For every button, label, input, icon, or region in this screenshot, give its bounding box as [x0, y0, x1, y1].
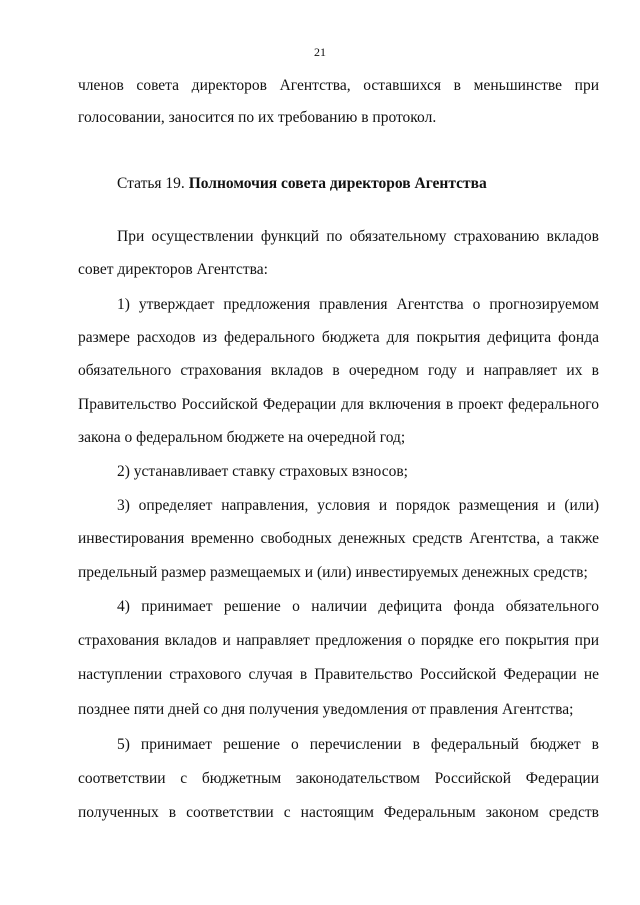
text-line: 3) определяет направления, условия и порядок размещения и (или) [117, 497, 599, 514]
text-line: 4) принимает решение о наличии дефицита фонда обязательного [117, 598, 599, 615]
text-line: 1) утверждает предложения правления Агентства о прогнозируемом [117, 296, 599, 313]
page-number: 21 [314, 45, 326, 59]
text-line: предельный размер размещаемых и (или) инвестируемых денежных средств; [78, 564, 588, 581]
text-line: инвестирования временно свободных денежных средств Агентства, а также [78, 530, 599, 547]
text-line: размере расходов из федерального бюджета для покрытия дефицита фонда [78, 329, 599, 346]
text-line: наступлении страхового случая в Правительство Российской Федерации не [78, 666, 599, 683]
article-title: Полномочия совета директоров Агентства [188, 175, 487, 192]
text-line: 5) принимает решение о перечислении в федеральный бюджет в [117, 736, 599, 753]
text-line: закона о федеральном бюджете на очередной год; [78, 429, 406, 446]
text-line: соответствии с бюджетным законодательством Российской Федерации [78, 770, 599, 787]
article-heading [117, 175, 599, 193]
article-label: Статья 19. [117, 175, 185, 192]
text-line: позднее пяти дней со дня получения уведомления от правления Агентства; [78, 701, 574, 718]
text-line: членов совета директоров Агентства, оставшихся в меньшинстве при [78, 77, 599, 94]
text-line: полученных в соответствии с настоящим Федеральным законом средств [78, 804, 599, 821]
text-line: Правительство Российской Федерации для включения в проект федерального [78, 396, 599, 413]
text-line: совет директоров Агентства: [78, 261, 268, 278]
text-line: голосовании, заносится по их требованию в протокол. [78, 109, 437, 126]
text-line: 2) устанавливает ставку страховых взносов; [117, 463, 408, 480]
text-line: При осуществлении функций по обязательному страхованию вкладов [117, 228, 599, 245]
text-line: обязательного страхования вкладов в очередном году и направляет их в [78, 362, 599, 379]
text-line: страхования вкладов и направляет предложения о порядке его покрытия при [78, 632, 599, 649]
